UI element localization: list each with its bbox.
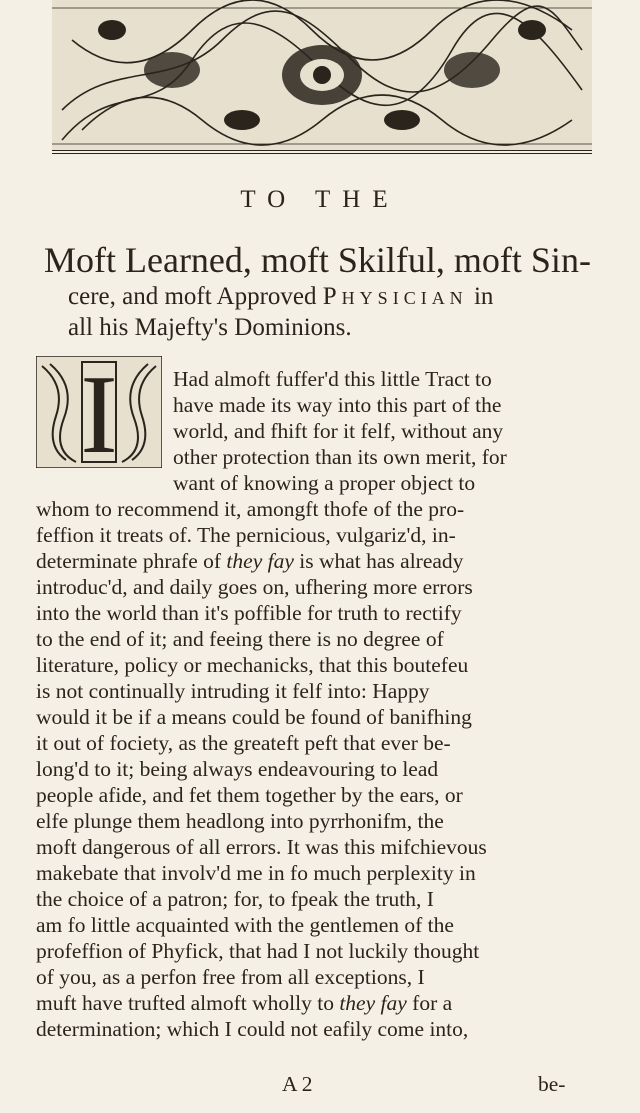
text-line: the choice of a patron; for, to fpeak the truth, I [36, 887, 434, 911]
text-line: literature, policy or mechanicks, that this boutefeu [36, 653, 469, 677]
text-line: world, and fhift for it felf, without any [173, 419, 504, 443]
text-run: determinate phrafe of [36, 549, 227, 573]
text-line: Had almoft fuffer'd this little Tract to [173, 367, 492, 391]
italic-phrase: they fay [226, 549, 294, 573]
text-line: makebate that involv'd me in fo much perplexity in [36, 861, 476, 885]
text-line: am fo little acquainted with the gentlemen of the [36, 913, 454, 937]
text-line: profeffion of Phyfick, that had I not luckily thought [36, 939, 480, 963]
floral-ornament-icon [52, 0, 592, 150]
decorated-initial [36, 356, 162, 468]
text-line: to the end of it; and feeing there is no degree of [36, 627, 444, 651]
text-line: of you, as a perfon free from all exceptions, I [36, 965, 425, 989]
text-run: for a [406, 991, 453, 1015]
dedication-title-line-1: Moft Learned, moft Skilful, moft Sin- [44, 240, 591, 280]
text-line: other protection than its own merit, for [173, 445, 507, 469]
text-line: whom to recommend it, amongft thofe of the pro- [36, 497, 465, 521]
title-text-end: in [467, 283, 494, 310]
page-footer [0, 1072, 640, 1102]
text-line: want of knowing a proper object to [173, 471, 476, 495]
text-line [36, 548, 576, 574]
text-line: feffion it treats of. The pernicious, vulgariz'd, in- [36, 523, 456, 547]
dedication-title-line-3: all his Majefty's Dominions. [68, 314, 352, 341]
decorated-initial-icon [36, 356, 162, 468]
dedication-title-line-2 [68, 282, 628, 312]
text-line [36, 990, 576, 1016]
title-text: cere, and moft Approved [68, 283, 323, 310]
initial-letter: I [80, 356, 118, 468]
text-line: have made its way into this part of the [173, 393, 502, 417]
text-line: elfe plunge them headlong into pyrrhonifm, the [36, 809, 444, 833]
dedication-heading: TO THE [240, 186, 400, 213]
text-line: people afide, and fet them together by the ears, or [36, 783, 463, 807]
text-line: into the world than it's poffible for truth to rectify [36, 601, 462, 625]
signature-mark: A 2 [282, 1072, 313, 1096]
ornamental-headpiece [52, 0, 592, 154]
title-physician: Physician [322, 283, 468, 310]
catchword: be- [538, 1072, 566, 1096]
text-run: muft have trufted almoft wholly to [36, 991, 340, 1015]
text-line: moft dangerous of all errors. It was this mifchievous [36, 835, 487, 859]
text-line: long'd to it; being always endeavouring to lead [36, 757, 439, 781]
text-line: would it be if a means could be found of banifhing [36, 705, 472, 729]
text-line: it out of fociety, as the greateft peft that ever be- [36, 731, 451, 755]
text-run: is what has already [293, 549, 464, 573]
italic-phrase: they fay [339, 991, 407, 1015]
text-line: introduc'd, and daily goes on, ufhering more errors [36, 575, 473, 599]
text-line: is not continually intruding it felf into: Happy [36, 679, 430, 703]
text-line: determination; which I could not eafily come into, [36, 1017, 469, 1041]
